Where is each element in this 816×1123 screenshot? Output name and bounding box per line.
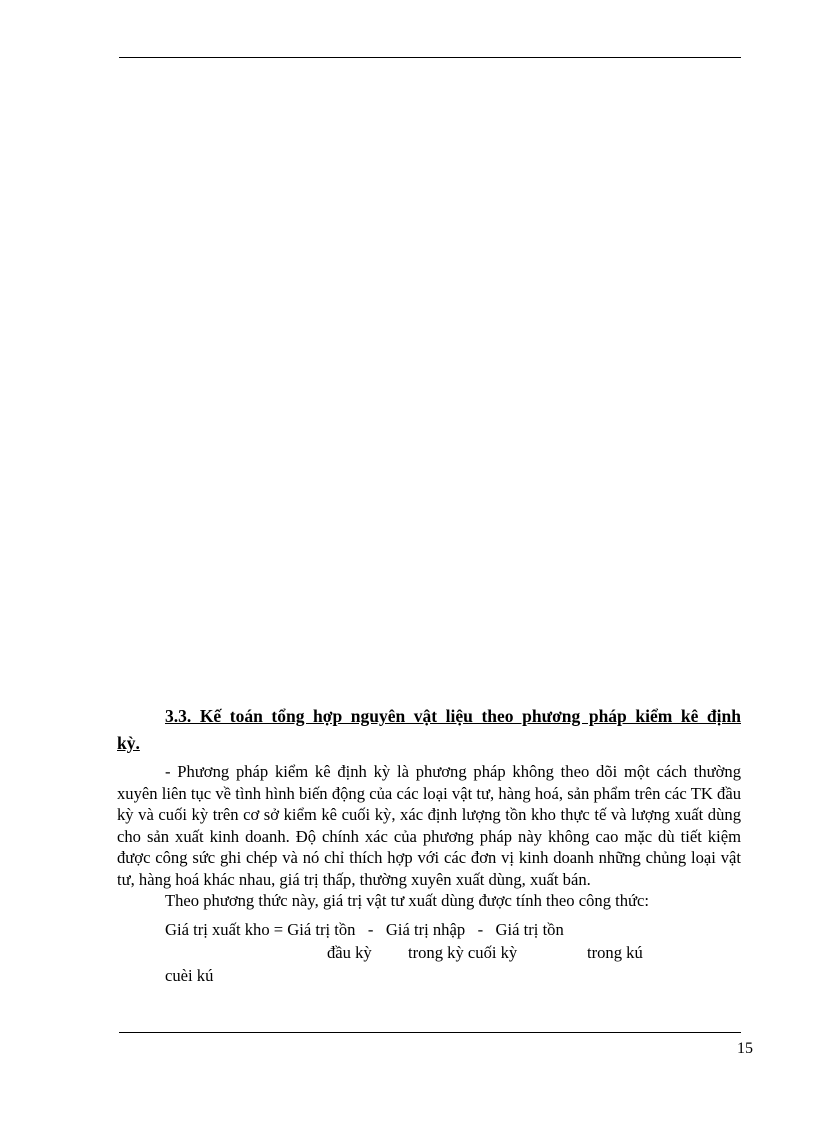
- footer-rule: [119, 1032, 741, 1033]
- formula-sub-opening: đầu kỳ: [327, 942, 372, 962]
- section-heading-continuation: kỳ.: [117, 733, 140, 753]
- section-heading: 3.3. Kế toán tổng hợp nguyên vật liệu theo phương pháp kiểm kê định: [165, 706, 741, 726]
- formula-subscripts: [165, 941, 741, 964]
- section-content: [117, 703, 741, 987]
- paragraph-method-description: - Phương pháp kiểm kê định kỳ là phương pháp không theo dõi một cách thường xuyên liên tục về tình hình biến động của các loại vật tư, hàng hoá, sản phẩm trên các TK đầu kỳ và cuối kỳ trên cơ sở kiểm kê cuối kỳ, xác định lượng tồn kho thực tế và lượng xuất dùng cho sản xuất kinh doanh. Độ chính xác của phương pháp này không cao mặc dù tiết kiệm được công sức ghi chép và nó chỉ thích hợp với các đơn vị kinh doanh những chủng loại vật tư, hàng hoá khác nhau, giá trị thấp, thường xuyên xuất dùng, xuất bán.: [117, 762, 741, 889]
- formula-sub-closing: trong kú: [587, 942, 643, 962]
- formula-continuation: cuèi kú: [165, 965, 214, 985]
- formula-line: Giá trị xuất kho = Giá trị tồn - Giá trị nhập - Giá trị tồn: [165, 919, 564, 939]
- page-number: 15: [737, 1040, 753, 1057]
- paragraph-formula-intro: Theo phương thức này, giá trị vật tư xuất dùng được tính theo công thức:: [165, 891, 650, 910]
- header-rule: [119, 57, 741, 58]
- formula-sub-period: trong kỳ cuối kỳ: [408, 942, 518, 962]
- formula-block: [117, 918, 741, 987]
